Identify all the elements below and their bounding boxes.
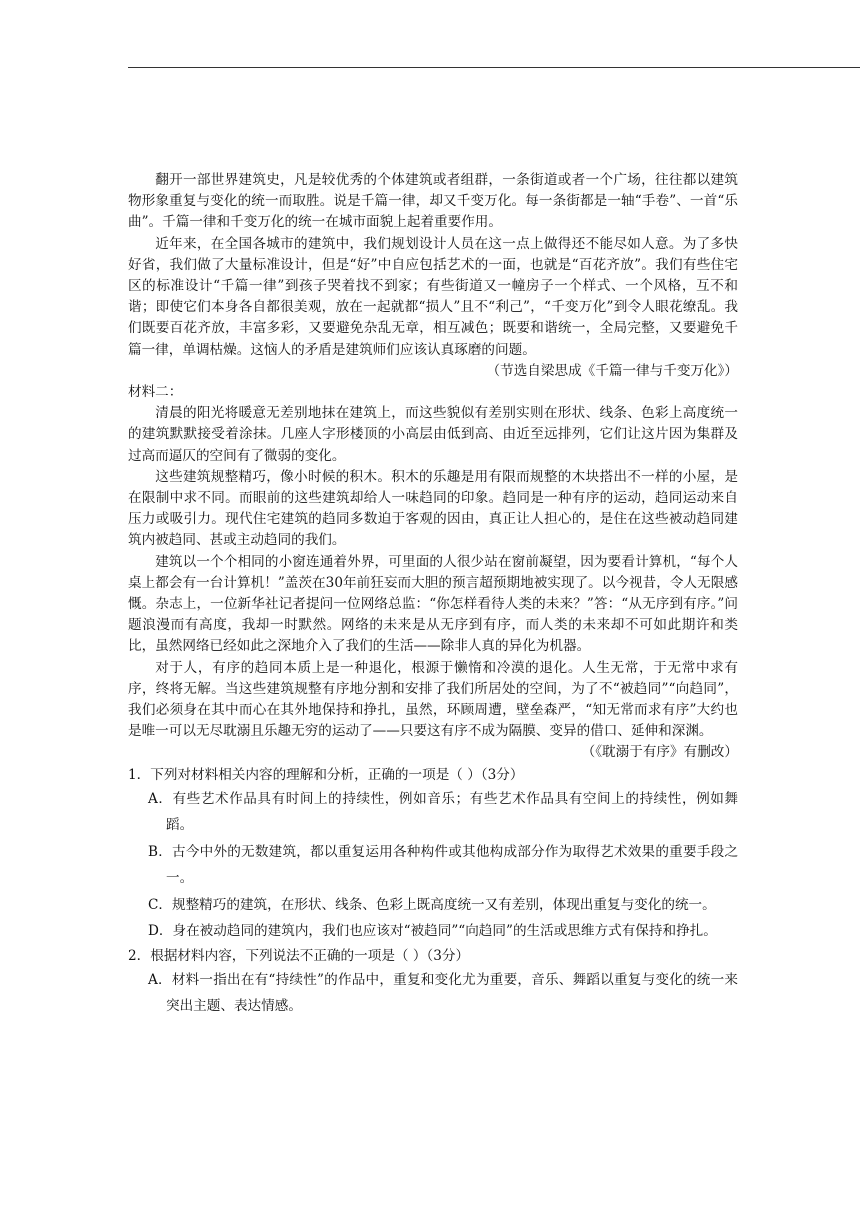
- question-1: [128, 764, 738, 945]
- passage-two-heading: 材料二：: [128, 384, 183, 401]
- document-body: [128, 170, 738, 1020]
- passage-one-source: （节选自梁思成《千篇一律与千变万化》）: [486, 362, 738, 379]
- passage-two-paragraph: 对于人，有序的趋同本质上是一种退化，根源于懒惰和冷漠的退化。人生无常，于无常中求有序，终将无解。当这些建筑规整有序地分割和安排了我们所居处的空间，为了不“被趋同”“向趋同”，我们必须身在其中而心在其外地保持和挣扎，虽然，环顾周遭，壁垒森严，“知无常而求有序”大约也是唯一可以无尽耽溺且乐趣无穷的运动了——只要这有序不成为隔膜、变异的借口、延伸和深渊。: [128, 659, 738, 740]
- question-2: [128, 945, 738, 1020]
- question-stem: 2．根据材料内容，下列说法不正确的一项是（ ）（3分）: [128, 947, 470, 964]
- passage-one-paragraph: 近年来，在全国各城市的建筑中，我们规划设计人员在这一点上做得还不能尽如人意。为了多快好省，我们做了大量标准设计，但是“好”中自应包括艺术的一面，也就是“百花齐放”。我们有些住宅区的标准设计“千篇一律”到孩子哭着找不到家；有些街道又一幢房子一个样式、一个风格，互不和谐；即使它们本身各自都很美观，放在一起就都“损人”且不“利己”，“千变万化”到令人眼花缭乱。我们既要百花齐放，丰富多彩，又要避免杂乱无章，相互减色；既要和谐统一，全局完整，又要避免千篇一律，单调枯燥。这恼人的矛盾是建筑师们应该认真琢磨的问题。: [128, 235, 738, 358]
- passage-one-paragraph: 翻开一部世界建筑史，凡是较优秀的个体建筑或者组群，一条街道或者一个广场，往往都以建筑物形象重复与变化的统一而取胜。说是千篇一律，却又千变万化。每一条街都是一轴“手卷”、一首“乐曲”。千篇一律和千变万化的统一在城市面貌上起着重要作用。: [128, 172, 738, 231]
- passage-two-paragraph: 这些建筑规整精巧，像小时候的积木。积木的乐趣是用有限而规整的木块搭出不一样的小屋，是在限制中求不同。而眼前的这些建筑却给人一味趋同的印象。趋同是一种有序的运动，趋同运动来自压力或吸引力。现代住宅建筑的趋同多数迫于客观的因由，真正让人担心的，是住在这些被动趋同建筑内被趋同、甚或主动趋同的我们。: [128, 468, 738, 549]
- option-d: D．身在被动趋同的建筑内，我们也应该对“被趋同”“向趋同”的生活或思维方式有保持和挣扎。: [148, 923, 717, 940]
- option-a: A．有些艺术作品具有时间上的持续性，例如音乐；有些艺术作品具有空间上的持续性，例如舞蹈。: [148, 790, 738, 834]
- question-stem: 1．下列对材料相关内容的理解和分析，正确的一项是（ ）（3分）: [128, 766, 524, 783]
- option-a: A．材料一指出在有“持续性”的作品中，重复和变化尤为重要，音乐、舞蹈以重复与变化的统一来突出主题、表达情感。: [148, 971, 738, 1015]
- passage-two-paragraph: 建筑以一个个相同的小窗连通着外界，可里面的人很少站在窗前凝望，因为要看计算机，“每个人桌上都会有一台计算机！”盖茨在30年前狂妄而大胆的预言超预期地被实现了。以今视昔，令人无限感慨。杂志上，一位新华社记者提问一位网络总监：“你怎样看待人类的未来？”答：“从无序到有序。”问题浪漫而有高度，我却一时默然。网络的未来是从无序到有序，而人类的未来却不可如此期许和类比，虽然网络已经如此之深地介入了我们的生活——除非人真的异化为机器。: [128, 553, 738, 655]
- passage-one: [128, 170, 738, 382]
- passage-two: [128, 382, 738, 764]
- option-c: C．规整精巧的建筑，在形状、线条、色彩上既高度统一又有差别，体现出重复与变化的统一。: [148, 896, 716, 913]
- passage-two-paragraph: 清晨的阳光将暖意无差别地抹在建筑上，而这些貌似有差别实则在形状、线条、色彩上高度统一的建筑默默接受着涂抹。几座人字形楼顶的小高层由低到高、由近至远排列，它们让这片因为集群及过高而逼仄的空间有了微弱的变化。: [128, 405, 738, 464]
- question-options: [128, 967, 738, 1020]
- question-list: [128, 764, 738, 1020]
- header-rule: [128, 67, 860, 68]
- question-options: [128, 786, 738, 945]
- passage-two-source: （《耽溺于有序》有删改）: [581, 744, 738, 761]
- option-b: B．古今中外的无数建筑，都以重复运用各种构件或其他构成部分作为取得艺术效果的重要手段之一。: [148, 843, 738, 887]
